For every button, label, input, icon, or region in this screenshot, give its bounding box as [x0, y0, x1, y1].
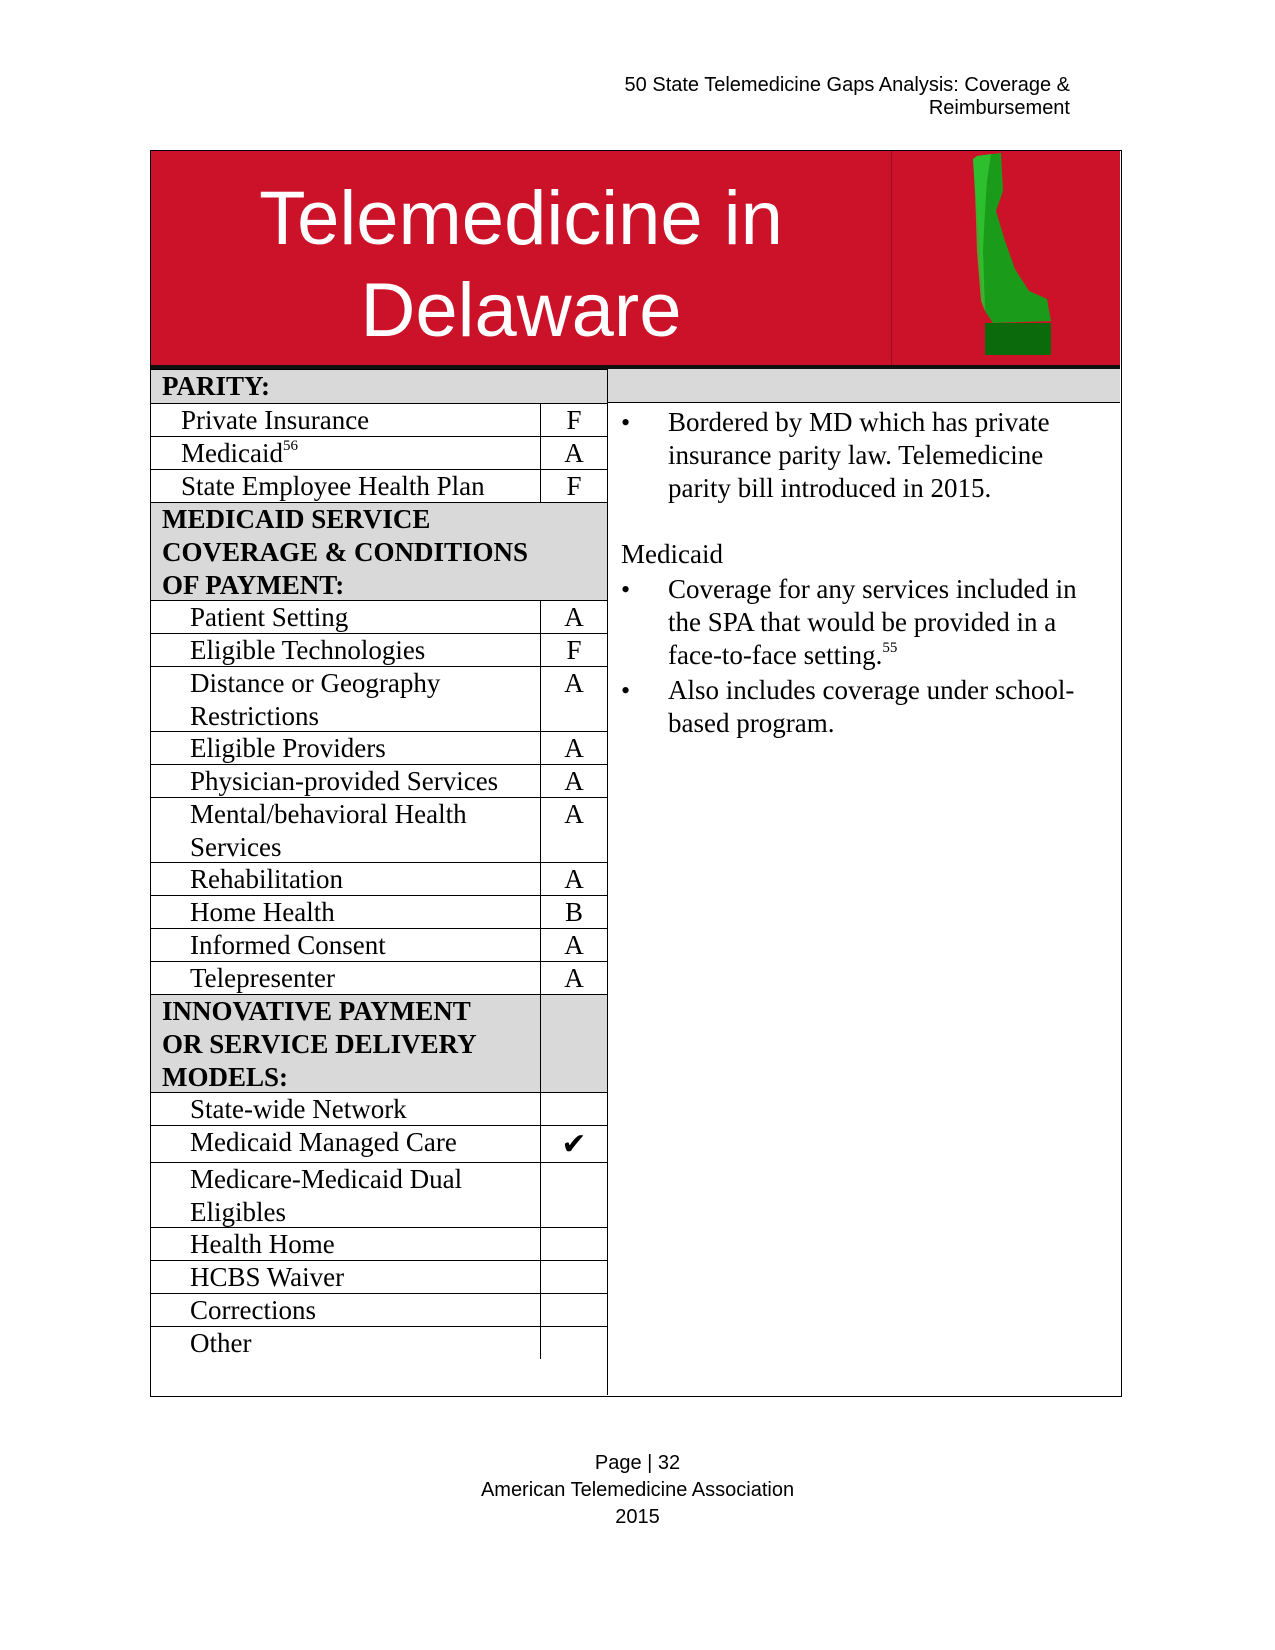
- table-row-label: Other: [151, 1326, 540, 1359]
- checkmark-icon: ✔: [540, 1125, 607, 1162]
- heading-line: MODELS:: [162, 1062, 289, 1092]
- table-row-label: Patient Setting: [151, 600, 540, 633]
- grade-value: A: [540, 862, 607, 895]
- grade-value: A: [540, 764, 607, 797]
- label-line: Eligibles: [190, 1197, 286, 1227]
- footnote-ref: 56: [282, 438, 298, 454]
- parity-note: • Bordered by MD which has private insurance parity law. Telemedicine parity bill introduced in 2015.: [621, 406, 1111, 505]
- heading-line: COVERAGE & CONDITIONS: [162, 537, 529, 567]
- table-row-label: [151, 1162, 540, 1227]
- grade-value: A: [540, 797, 607, 862]
- check-cell: [540, 1293, 607, 1326]
- table-row-label: Health Home: [151, 1227, 540, 1260]
- running-header: 50 State Telemedicine Gaps Analysis: Coverage & Reimbursement: [624, 74, 1070, 119]
- notes-column: [621, 406, 1111, 740]
- notes-heading-bar: [607, 369, 1120, 403]
- table-row-label: Medicaid$^{56}$: [151, 436, 540, 469]
- table-row-label: Eligible Providers: [151, 731, 540, 764]
- heading-line: MEDICAID SERVICE: [162, 504, 431, 534]
- footer-org: American Telemedicine Association: [480, 1479, 795, 1501]
- table-row-label: Corrections: [151, 1293, 540, 1326]
- table-row-label: State Employee Health Plan: [151, 469, 540, 502]
- heading-line: INNOVATIVE PAYMENT: [162, 996, 471, 1026]
- medicaid-heading: [151, 502, 607, 600]
- medicaid-note: • Coverage for any services included in the SPA that would be provided in a face-to-face setting.$^{55}$: [621, 573, 1111, 672]
- innovative-heading-blank: [540, 994, 607, 1092]
- grade-value: A: [540, 928, 607, 961]
- check-cell: [540, 1326, 607, 1359]
- page-title: [161, 173, 881, 357]
- check-cell: [540, 1227, 607, 1260]
- grade-value: F: [540, 403, 607, 436]
- label-line: Mental/behavioral Health: [190, 799, 467, 829]
- delaware-state-map-icon: [951, 151, 1061, 365]
- table-row-label: State-wide Network: [151, 1092, 540, 1125]
- column-divider: [607, 369, 608, 1395]
- grade-value: A: [540, 666, 607, 731]
- grade-value: A: [540, 436, 607, 469]
- label-line: Distance or Geography: [190, 668, 441, 698]
- grade-value: F: [540, 469, 607, 502]
- table-row-label: Physician-provided Services: [151, 764, 540, 797]
- grade-value: B: [540, 895, 607, 928]
- state-summary-card: [150, 150, 1122, 1397]
- grade-value: A: [540, 731, 607, 764]
- page-number: Page | 32: [594, 1452, 681, 1474]
- label-line: Restrictions: [190, 701, 319, 731]
- grade-value: A: [540, 600, 607, 633]
- label-line: Medicare-Medicaid Dual: [190, 1164, 463, 1194]
- check-cell: [540, 1092, 607, 1125]
- table-row-label: Rehabilitation: [151, 862, 540, 895]
- heading-line: OF PAYMENT:: [162, 570, 345, 600]
- footer-year: 2015: [615, 1506, 660, 1528]
- table-row-label: Informed Consent: [151, 928, 540, 961]
- table-row-label: HCBS Waiver: [151, 1260, 540, 1293]
- table-row-label: Home Health: [151, 895, 540, 928]
- check-cell: [540, 1162, 607, 1227]
- footnote-ref: 55: [882, 640, 898, 656]
- table-row-label: [151, 797, 540, 862]
- table-row-label: [151, 666, 540, 731]
- table-row-label: Private Insurance: [151, 403, 540, 436]
- check-cell: [540, 1260, 607, 1293]
- table-row-label: Telepresenter: [151, 961, 540, 994]
- banner-divider: [891, 151, 892, 365]
- innovative-heading: [151, 994, 540, 1092]
- table-row-label: Medicaid Managed Care: [151, 1125, 540, 1162]
- table-row-label: Eligible Technologies: [151, 633, 540, 666]
- title-line-1: Telemedicine in: [259, 176, 783, 261]
- grade-value: A: [540, 961, 607, 994]
- title-banner: [151, 151, 1120, 369]
- grade-value: F: [540, 633, 607, 666]
- medicaid-notes-heading: Medicaid: [621, 539, 723, 569]
- medicaid-note: • Also includes coverage under school-based program.: [621, 674, 1111, 740]
- title-line-2: Delaware: [360, 268, 682, 353]
- label-line: Services: [190, 832, 282, 862]
- heading-line: OR SERVICE DELIVERY: [162, 1029, 477, 1059]
- parity-heading: PARITY:: [151, 369, 607, 403]
